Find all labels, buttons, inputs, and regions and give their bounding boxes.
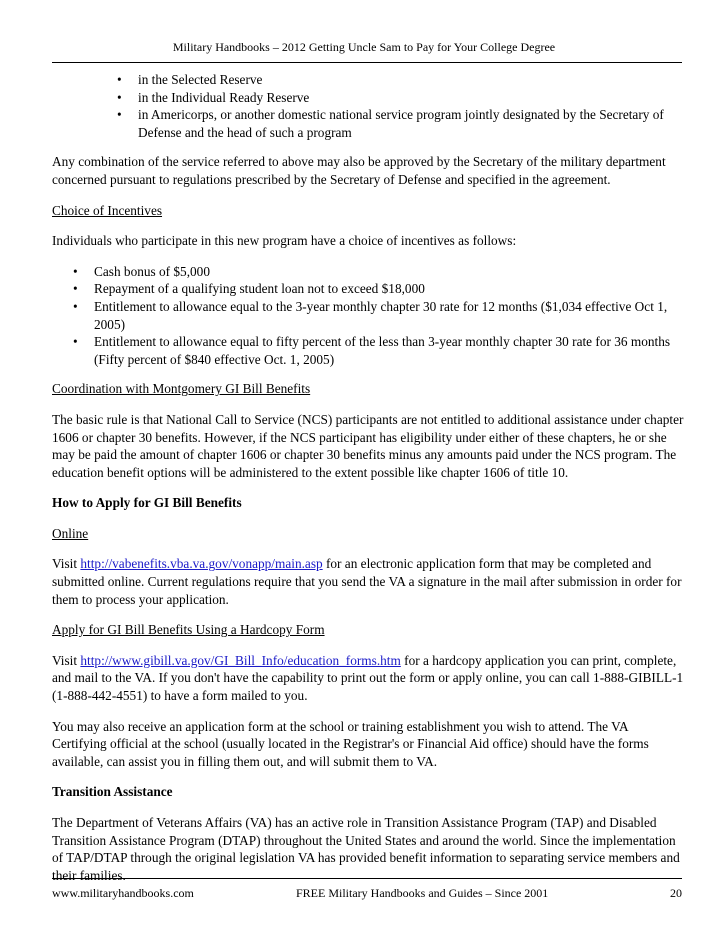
list-item: • in Americorps, or another domestic national service program jointly designated by the Secretary of Defense and the head of such a program	[117, 107, 664, 140]
online-paragraph: Visit http://vabenefits.vba.va.gov/vonapp/main.asp for an electronic application form that may be completed and submitted online. Current regulations require that you send the VA a signature in the mail after submission in order for them to process your application.	[52, 556, 682, 607]
apply-heading: How to Apply for GI Bill Benefits	[52, 495, 242, 511]
reserve-list	[117, 71, 684, 141]
bullet-icon: •	[73, 334, 78, 350]
bullet-icon: •	[117, 107, 122, 123]
coordination-heading: Coordination with Montgomery GI Bill Benefits	[52, 381, 311, 397]
bullet-icon: •	[117, 72, 122, 87]
incentives-list	[73, 263, 684, 369]
combination-paragraph: Any combination of the service referred to above may also be approved by the Secretary of the military department concerned pursuant to regulations prescribed by the Secretary of Defense and specified in the agreement.	[52, 154, 666, 187]
incentives-intro: Individuals who participate in this new program have a choice of incentives as follows:	[52, 233, 517, 249]
bullet-icon: •	[73, 263, 78, 279]
incentives-heading: Choice of Incentives	[52, 202, 163, 218]
transition-heading: Transition Assistance	[52, 784, 173, 800]
header-divider	[52, 62, 682, 63]
page-number: 20	[670, 886, 682, 900]
footer-divider	[52, 878, 682, 879]
footer-website: www.militaryhandbooks.com	[52, 886, 194, 900]
school-paragraph: You may also receive an application form at the school or training establishment you wish to attend. The VA Certifying official at the school (usually located in the Registrar's or Financial Aid office) should have the forms available, can assist you in filling them out, and will submit them to VA.	[52, 718, 649, 769]
list-item: • Entitlement to allowance equal to fifty percent of the less than 3-year monthly chapter 30 rate for 36 months (Fifty percent of $840 effective Oct. 1, 2005)	[73, 334, 671, 367]
page-body	[52, 71, 684, 897]
online-heading: Online	[52, 525, 89, 541]
vonapp-link[interactable]: http://vabenefits.vba.va.gov/vonapp/main.asp	[80, 556, 323, 572]
list-item: • Entitlement to allowance equal to the 3-year monthly chapter 30 rate for 12 months ($1,034 effective Oct 1, 2005)	[73, 298, 668, 332]
bullet-icon: •	[117, 89, 122, 105]
bullet-icon: •	[73, 298, 78, 314]
hardcopy-paragraph: Visit http://www.gibill.va.gov/GI_Bill_Info/education_forms.htm for a hardcopy application you can print, complete, and mail to the VA. If you don't have the capability to print out the form or apply online, you can call 1-888-GIBILL-1 (1-888-442-4551) to have a form mailed to you.	[52, 652, 684, 704]
coordination-paragraph: The basic rule is that National Call to Service (NCS) participants are not entitled to additional assistance under chapter 1606 or chapter 30 benefits. However, if the NCS participant has eligibility under either of these chapters, he or she may be paid the amount of chapter 1606 or chapter 30 benefits minus any amounts paid under the NCS program. The education benefit options will be administered to the extent possible like chapter 1606 of title 10.	[52, 411, 684, 480]
list-item: • in the Selected Reserve	[117, 72, 263, 87]
list-item: • Repayment of a qualifying student loan not to exceed $18,000	[73, 281, 425, 297]
list-item: • in the Individual Ready Reserve	[117, 89, 310, 105]
running-header: Military Handbooks – 2012 Getting Uncle Sam to Pay for Your College Degree	[172, 40, 556, 54]
bullet-icon: •	[73, 281, 78, 297]
list-item: • Cash bonus of $5,000	[73, 263, 210, 279]
education-forms-link[interactable]: http://www.gibill.va.gov/GI_Bill_Info/education_forms.htm	[80, 652, 401, 668]
transition-paragraph: The Department of Veterans Affairs (VA) has an active role in Transition Assistance Program (TAP) and Disabled Transition Assistance Program (DTAP) throughout the United States and around the world. Since the implementation of TAP/DTAP through the original legislation VA has provided benefit information to separating service members and their families.	[52, 815, 680, 883]
footer-tagline: FREE Military Handbooks and Guides – Since 2001	[296, 886, 549, 900]
hardcopy-heading: Apply for GI Bill Benefits Using a Hardcopy Form	[52, 622, 325, 638]
